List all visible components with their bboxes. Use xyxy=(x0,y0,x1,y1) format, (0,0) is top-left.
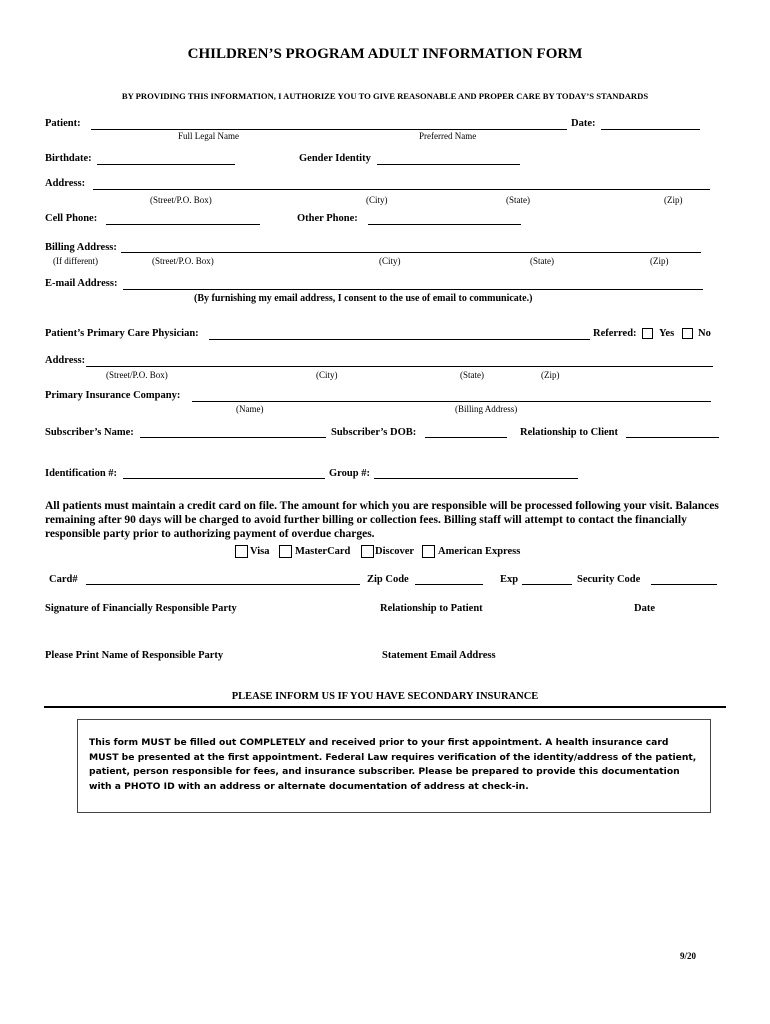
subscriber-name-label: Subscriber’s Name: xyxy=(45,427,134,438)
identification-label: Identification #: xyxy=(45,468,118,479)
billing-street-caption: (Street/P.O. Box) xyxy=(152,256,214,266)
visa-checkbox[interactable] xyxy=(235,545,248,558)
zip-code-field[interactable] xyxy=(415,584,483,585)
cell-phone-label: Cell Phone: xyxy=(45,213,98,224)
patient-name-field[interactable] xyxy=(91,129,567,130)
referred-label: Referred: xyxy=(593,328,637,339)
american-express-label: American Express xyxy=(438,546,521,557)
referred-yes-label: Yes xyxy=(659,328,675,339)
zip-code-label: Zip Code xyxy=(367,574,409,585)
notice-text: This form MUST be filled out COMPLETELY and received prior to your first appointment. A health insurance card MUST be presented at the first appointment. Federal Law requires verification of the identity/address of the patient, patient, person responsible for fees, and insurance subscriber. Please be prepared to provide this documentation with a PHOTO ID with an address or alternate documentation of address at check-in. xyxy=(89,737,697,792)
physician-label: Patient’s Primary Care Physician: xyxy=(45,328,199,339)
billing-zip-caption: (Zip) xyxy=(650,256,669,266)
security-code-label: Security Code xyxy=(577,574,641,585)
city-caption: (City) xyxy=(366,195,388,205)
date-label: Date: xyxy=(571,118,596,129)
signature-label: Signature of Financially Responsible Party xyxy=(45,603,237,614)
relationship-client-label: Relationship to Client xyxy=(520,427,619,438)
secondary-insurance-notice: PLEASE INFORM US IF YOU HAVE SECONDARY INSURANCE xyxy=(231,691,539,702)
street-caption: (Street/P.O. Box) xyxy=(150,195,212,205)
subscriber-name-field[interactable] xyxy=(140,437,326,438)
if-different-caption: (If different) xyxy=(53,256,99,266)
identification-field[interactable] xyxy=(123,478,325,479)
zip-caption: (Zip) xyxy=(664,195,683,205)
relationship-client-field[interactable] xyxy=(626,437,719,438)
card-number-label: Card# xyxy=(49,574,78,585)
mastercard-label: MasterCard xyxy=(295,546,351,557)
insurance-label: Primary Insurance Company: xyxy=(45,390,181,401)
signature-date-label: Date xyxy=(634,603,655,614)
insurance-billing-caption: (Billing Address) xyxy=(455,404,518,414)
security-code-field[interactable] xyxy=(651,584,717,585)
gender-identity-label: Gender Identity xyxy=(299,153,371,164)
notice-box xyxy=(77,719,711,813)
cell-phone-field[interactable] xyxy=(106,224,260,225)
email-consent-note: (By furnishing my email address, I consent to the use of email to communicate.) xyxy=(194,293,533,304)
billing-state-caption: (State) xyxy=(530,256,554,266)
form-title: CHILDREN’S PROGRAM ADULT INFORMATION FORM xyxy=(187,46,583,62)
group-field[interactable] xyxy=(374,478,578,479)
group-label: Group #: xyxy=(329,468,370,479)
authorization-statement: BY PROVIDING THIS INFORMATION, I AUTHORIZE YOU TO GIVE REASONABLE AND PROPER CARE BY TODAY’S STANDARDS xyxy=(121,91,649,101)
patient-label: Patient: xyxy=(45,118,81,129)
other-phone-label: Other Phone: xyxy=(297,213,358,224)
billing-address-label: Billing Address: xyxy=(45,242,117,253)
billing-city-caption: (City) xyxy=(379,256,401,266)
physician-street-caption: (Street/P.O. Box) xyxy=(106,370,168,380)
american-express-checkbox[interactable] xyxy=(422,545,435,558)
credit-card-policy: All patients must maintain a credit card on file. The amount for which you are responsible will be processed following your visit. Balances remaining after 90 days will be charged to avoid further billing or collection fees. Billing staff will attempt to contact the financially responsible party prior to authorizing payment of overdue charges. xyxy=(45,500,719,540)
print-name-label: Please Print Name of Responsible Party xyxy=(45,650,224,661)
mastercard-checkbox[interactable] xyxy=(279,545,292,558)
card-number-field[interactable] xyxy=(86,584,360,585)
referred-no-checkbox[interactable] xyxy=(682,328,693,339)
gender-identity-field[interactable] xyxy=(377,164,520,165)
date-field[interactable] xyxy=(601,129,700,130)
email-label: E-mail Address: xyxy=(45,278,118,289)
subscriber-dob-label: Subscriber’s DOB: xyxy=(331,427,417,438)
email-field[interactable] xyxy=(123,289,703,290)
discover-checkbox[interactable] xyxy=(361,545,374,558)
other-phone-field[interactable] xyxy=(368,224,521,225)
address-label: Address: xyxy=(45,178,86,189)
statement-email-label: Statement Email Address xyxy=(382,650,496,661)
physician-field[interactable] xyxy=(209,339,590,340)
birthdate-label: Birthdate: xyxy=(45,153,92,164)
physician-zip-caption: (Zip) xyxy=(541,370,560,380)
referred-yes-checkbox[interactable] xyxy=(642,328,653,339)
state-caption: (State) xyxy=(506,195,530,205)
insurance-name-caption: (Name) xyxy=(236,404,264,414)
subscriber-dob-field[interactable] xyxy=(425,437,507,438)
physician-city-caption: (City) xyxy=(316,370,338,380)
divider xyxy=(44,706,726,708)
discover-label: Discover xyxy=(375,546,415,557)
insurance-field[interactable] xyxy=(192,401,711,402)
physician-address-field[interactable] xyxy=(86,366,713,367)
referred-no-label: No xyxy=(698,328,711,339)
relationship-patient-label: Relationship to Patient xyxy=(380,603,483,614)
billing-address-field[interactable] xyxy=(121,252,701,253)
page-code: 9/20 xyxy=(680,951,697,961)
physician-address-label: Address: xyxy=(45,355,86,366)
full-legal-name-caption: Full Legal Name xyxy=(178,131,239,141)
preferred-name-caption: Preferred Name xyxy=(419,131,477,141)
exp-label: Exp xyxy=(500,574,519,585)
visa-label: Visa xyxy=(250,546,270,557)
exp-field[interactable] xyxy=(522,584,572,585)
address-field[interactable] xyxy=(93,189,710,190)
physician-state-caption: (State) xyxy=(460,370,484,380)
birthdate-field[interactable] xyxy=(97,164,235,165)
